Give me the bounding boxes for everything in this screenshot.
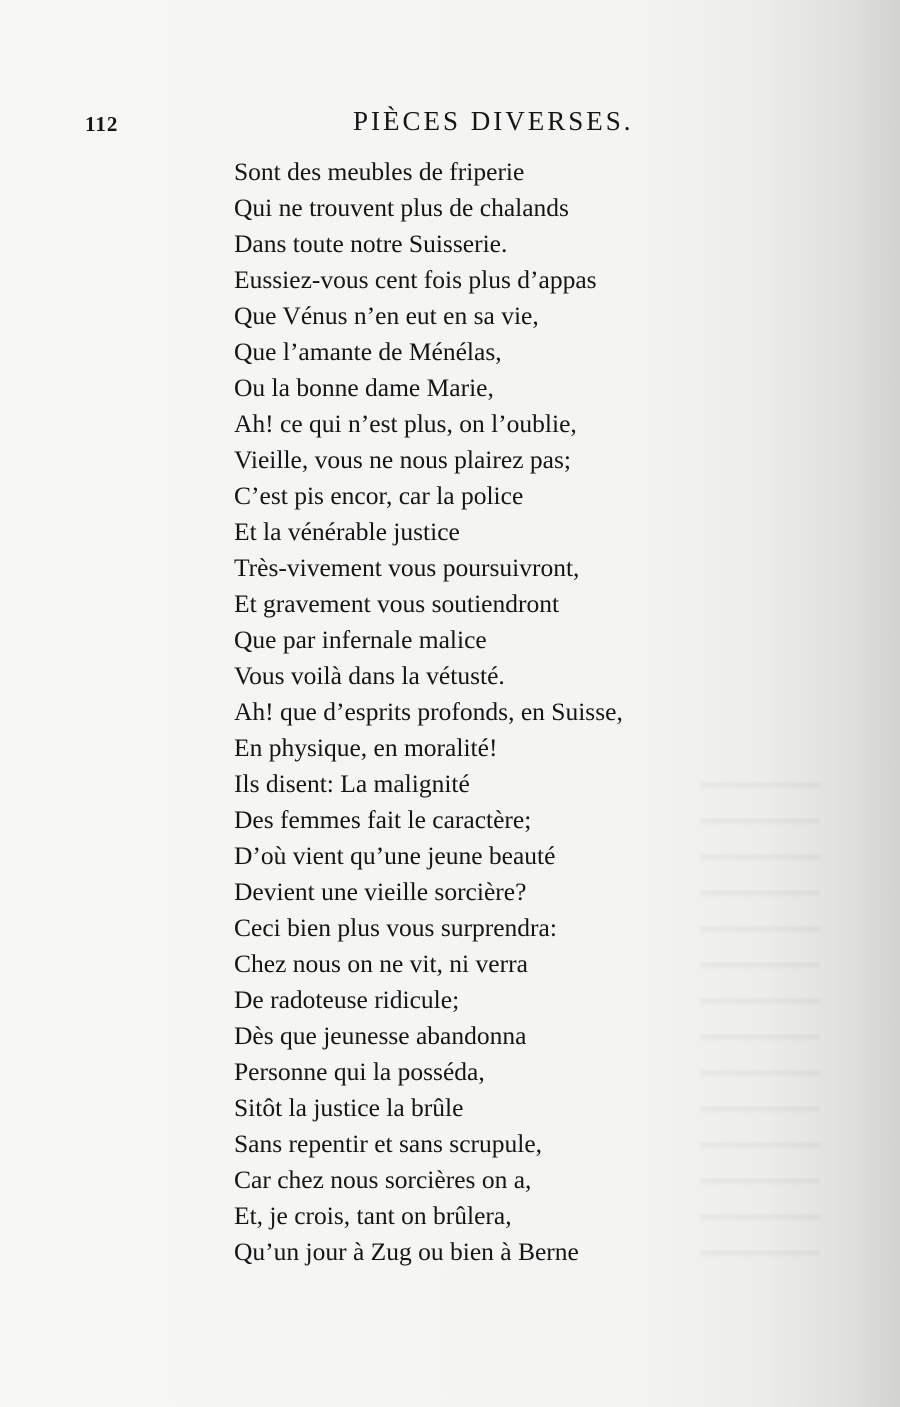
poem-line: Et gravement vous soutiendront — [234, 589, 560, 618]
poem-line: Très-vivement vous poursuivront, — [234, 553, 580, 582]
poem-line: Sitôt la justice la brûle — [234, 1093, 464, 1122]
poem-line: Sont des meubles de friperie — [234, 157, 525, 186]
poem-line: Ah! ce qui n’est plus, on l’oublie, — [234, 409, 577, 438]
poem-line: Eussiez-vous cent fois plus d’appas — [234, 265, 597, 294]
poem-line: Ah! que d’esprits profonds, en Suisse, — [234, 697, 623, 726]
poem-line: D’où vient qu’une jeune beauté — [234, 841, 556, 870]
poem-body — [234, 154, 623, 1270]
poem-line: Personne qui la posséda, — [234, 1057, 485, 1086]
poem-line: Dès que jeunesse abandonna — [234, 1021, 527, 1050]
poem-line: Devient une vieille sorcière? — [234, 877, 527, 906]
page-number: 112 — [85, 112, 119, 136]
poem-line: Sans repentir et sans scrupule, — [234, 1129, 543, 1158]
poem-line: Que l’amante de Ménélas, — [234, 337, 502, 366]
poem-line: Vieille, vous ne nous plairez pas; — [234, 445, 571, 474]
poem-line: Dans toute notre Suisserie. — [234, 229, 508, 258]
poem-line: Que par infernale malice — [234, 625, 487, 654]
poem-line: De radoteuse ridicule; — [234, 985, 460, 1014]
running-head: PIÈCES DIVERSES. — [353, 106, 634, 136]
poem-line: Que Vénus n’en eut en sa vie, — [234, 301, 539, 330]
show-through-text — [700, 760, 820, 1280]
poem-line: Et la vénérable justice — [234, 517, 460, 546]
poem-line: Qui ne trouvent plus de chalands — [234, 193, 569, 222]
poem-line: C’est pis encor, car la police — [234, 481, 524, 510]
poem-line: Et, je crois, tant on brûlera, — [234, 1201, 512, 1230]
poem-line: Ils disent: La malignité — [234, 769, 470, 798]
poem-line: Chez nous on ne vit, ni verra — [234, 949, 528, 978]
poem-line: Qu’un jour à Zug ou bien à Berne — [234, 1237, 579, 1266]
poem-line: Ceci bien plus vous surprendra: — [234, 913, 557, 942]
poem-line: En physique, en moralité! — [234, 733, 498, 762]
poem-line: Ou la bonne dame Marie, — [234, 373, 494, 402]
poem-line: Des femmes fait le caractère; — [234, 805, 532, 834]
poem-line: Vous voilà dans la vétusté. — [234, 661, 505, 690]
poem-line: Car chez nous sorcières on a, — [234, 1165, 532, 1194]
